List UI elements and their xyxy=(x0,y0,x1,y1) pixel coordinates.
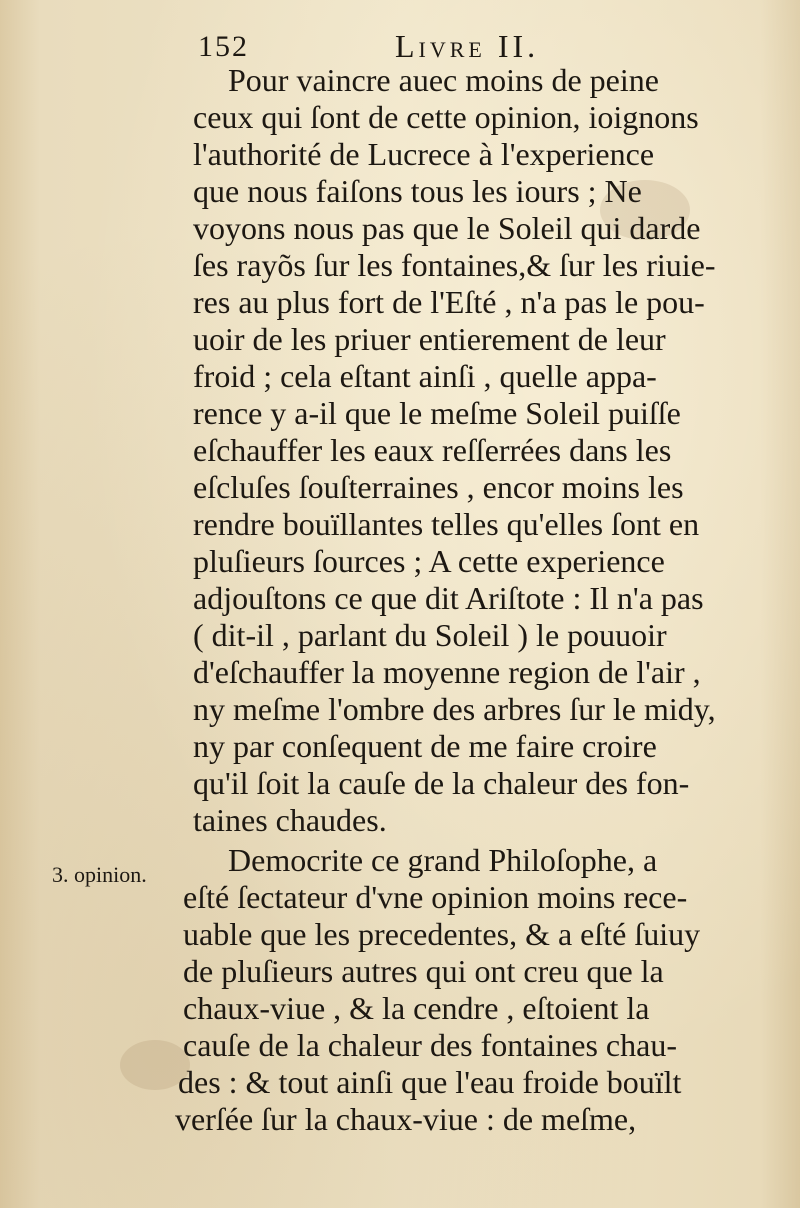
text-line: l'authorité de Lucrece à l'experience xyxy=(193,136,655,172)
text-line: qu'il ſoit la cauſe de la chaleur des fon- xyxy=(193,765,690,801)
text-line: des : & tout ainſi que l'eau froide bouïlt xyxy=(178,1064,682,1100)
text-line: taines chaudes. xyxy=(193,802,387,838)
text-line: verſée ſur la chaux-viue : de meſme, xyxy=(175,1101,637,1137)
text-line: pluſieurs ſources ; A cette experience xyxy=(193,543,665,579)
text-line: ceux qui ſont de cette opinion, ioignons xyxy=(193,99,699,135)
text-line: uable que les precedentes, & a eſté ſuiuy xyxy=(183,916,701,952)
text-line: ( dit-il , parlant du Soleil ) le pouuoir xyxy=(193,617,667,653)
text-line: ſes rayõs ſur les fontaines,& ſur les riuie- xyxy=(193,247,716,283)
text-line: res au plus fort de l'Eſté , n'a pas le pou- xyxy=(193,284,705,320)
running-head: Livre II. xyxy=(395,28,540,64)
text-line: cauſe de la chaleur des fontaines chau- xyxy=(183,1027,677,1063)
page-number: 152 xyxy=(198,30,249,63)
text-line: eſté ſectateur d'vne opinion moins rece- xyxy=(183,879,688,915)
text-line: chaux-viue , & la cendre , eſtoient la xyxy=(183,990,650,1026)
text-line: ny par conſequent de me faire croire xyxy=(193,728,657,764)
text-line: froid ; cela eſtant ainſi , quelle appa- xyxy=(193,358,657,394)
text-line: d'eſchauffer la moyenne region de l'air , xyxy=(193,654,701,690)
text-line: eſcluſes ſouſterraines , encor moins les xyxy=(193,469,684,505)
text-line: voyons nous pas que le Soleil qui darde xyxy=(193,210,701,246)
text-line: uoir de les priuer entierement de leur xyxy=(193,321,666,357)
text-line: rendre bouïllantes telles qu'elles ſont en xyxy=(193,506,700,542)
text-line: eſchauffer les eaux reſſerrées dans les xyxy=(193,432,672,468)
text-line: de pluſieurs autres qui ont creu que la xyxy=(183,953,664,989)
text-line: rence y a-il que le meſme Soleil puiſſe xyxy=(193,395,681,431)
text-line: Pour vaincre auec moins de peine xyxy=(228,62,659,98)
text-line: que nous faiſons tous les iours ; Ne xyxy=(193,173,642,209)
margin-note: 3. opinion. xyxy=(52,862,147,887)
text-line: Democrite ce grand Philoſophe, a xyxy=(228,842,658,878)
text-line: ny meſme l'ombre des arbres ſur le midy, xyxy=(193,691,716,727)
text-line: adjouſtons ce que dit Ariſtote : Il n'a pas xyxy=(193,580,704,616)
